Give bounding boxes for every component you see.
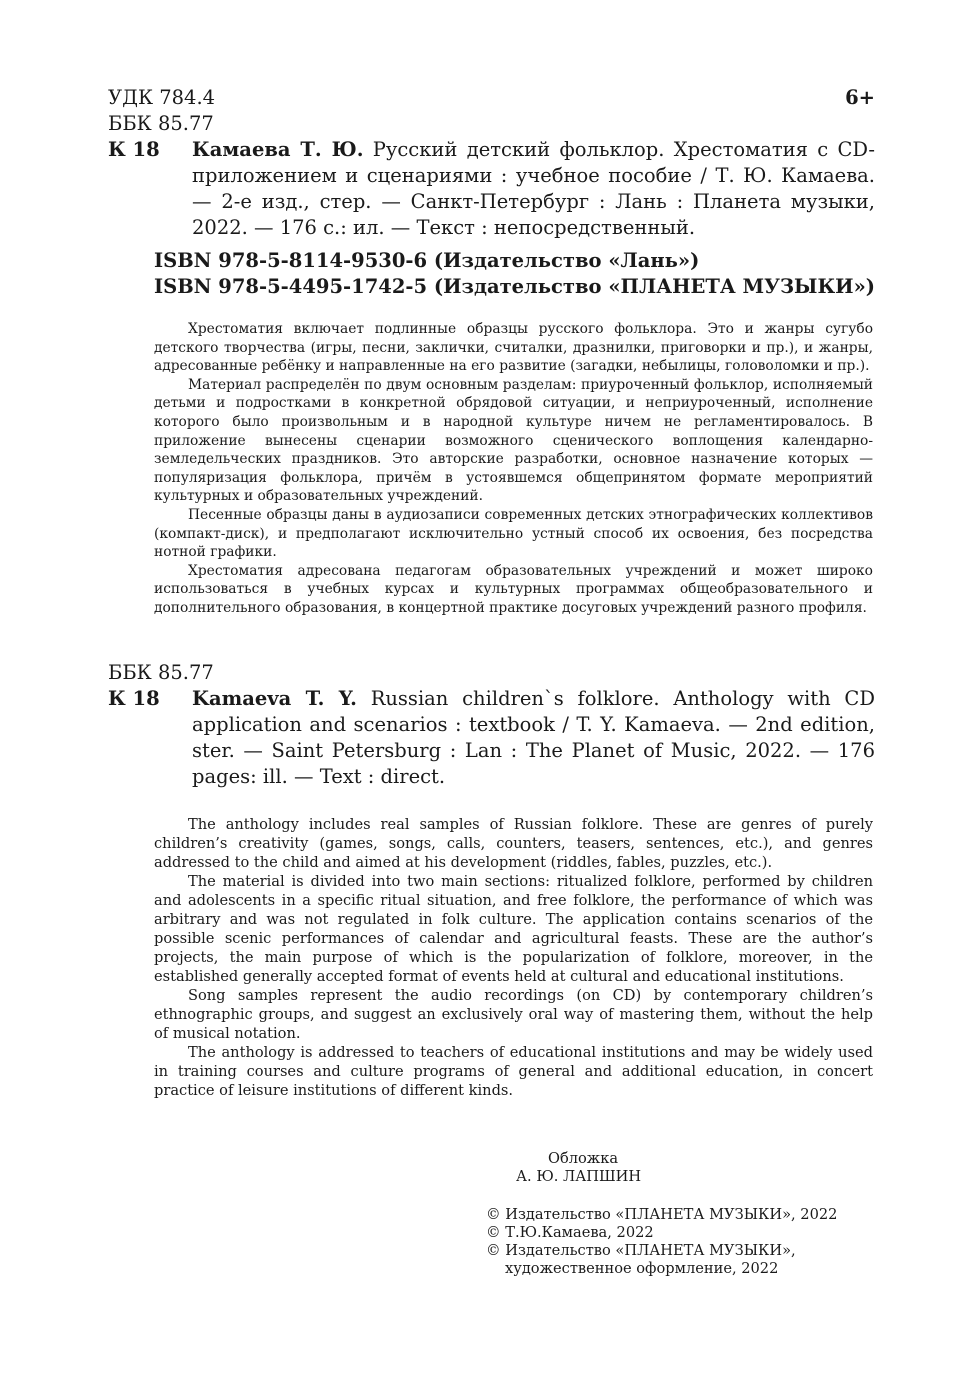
age-rating: 6+ [845, 86, 875, 109]
copyright-publisher: © Издательство «ПЛАНЕТА МУЗЫКИ», 2022 [486, 1206, 838, 1223]
ru-abstract-paragraph: Хрестоматия включает подлинные образцы русского фольклора. Это и жанры сугубо детского творчества (игры, песни, заклички, считалки, дразнилки, приговорки и пр.), и жанры, адресованные ребёнку и направленные на его развитие (загадки, небылицы, головоломки и пр.). [154, 321, 873, 375]
ru-author: Камаева Т. Ю. [192, 138, 364, 161]
cover-artist: А. Ю. ЛАПШИН [516, 1168, 642, 1185]
ru-abstract [154, 320, 873, 618]
en-abstract-paragraph: The anthology is addressed to teachers of educational institutions and may be widely used in training courses and culture programs of general and additional education, in concert practice of leisure institutions of different kinds. [154, 1044, 873, 1099]
en-abstract [154, 815, 873, 1100]
ru-abstract-paragraph: Материал распределён по двум основным разделам: приуроченный фольклор, исполняемый детьми и подростками в конкретной обрядовой ситуации, и неприуроченный, исполнение которого было произвольным и в народной культуре ничем не регламентировалось. В приложение вынесены сценарии возможного сценического воплощения календарно-земледельческих праздников. Это авторские разработки, основное назначение которых — популяризация фольклора, причём в устоявшемся общепринятом формате мероприятий культурных и образовательных учреждений. [154, 376, 873, 505]
en-citation: Russian children`s folklore. Anthology with CD application and scenarios : textbook / T. Y. Kamaeva. — 2nd edition, ster. — Saint Petersburg : Lan : The Planet of Music, 2022. — 176 pages: ill. — Text : direct. [192, 687, 875, 788]
en-author-mark: К 18 [108, 687, 160, 710]
en-author: Kamaeva T. Y. [192, 687, 357, 710]
en-bibliographic-entry [108, 686, 875, 790]
isbn-lan: ISBN 978-5-8114-9530-6 (Издательство «Лань») [154, 249, 700, 272]
cover-label: Обложка [548, 1150, 619, 1167]
ru-abstract-paragraph: Песенные образцы даны в аудиозаписи современных детских этнографических коллективов (компакт-диск), и предполагают исключительно устный способ их освоения, без посредства нотной графики. [154, 506, 873, 561]
en-abstract-paragraph: The material is divided into two main sections: ritualized folklore, performed by children and adolescents in a specific ritual situation, and free folklore, the performance of which was arbitrary and was not regulated in folk culture. The application contains scenarios of the possible scenic performances of calendar and agricultural feasts. These are the author’s projects, the main purpose of which is the popularization of folklore, moreover, in the established generally accepted format of events held at cultural and educational institutions. [154, 873, 873, 985]
udk-code: УДК 784.4 [108, 86, 216, 109]
ru-citation: Русский детский фольклор. Хрестоматия с CD-приложением и сценариями : учебное пособие / Т. Ю. Камаева. — 2-е изд., стер. — Санкт-Петербург : Лань : Планета музыки, 2022. — 176 с.: ил. — Текст : непосредственный. [192, 138, 875, 239]
copyright-author: © Т.Ю.Камаева, 2022 [486, 1224, 654, 1241]
bbk-code: ББК 85.77 [108, 112, 214, 135]
en-bbk-code: ББК 85.77 [108, 661, 214, 684]
isbn-planet: ISBN 978-5-4495-1742-5 (Издательство «ПЛАНЕТА МУЗЫКИ») [154, 275, 876, 298]
ru-author-mark: К 18 [108, 138, 160, 161]
ru-abstract-paragraph: Хрестоматия адресована педагогам образовательных учреждений и может широко использоваться в учебных курсах и культурных программах общеобразовательного и дополнительного образования, в концертной практике досуговых учреждений разного профиля. [154, 562, 873, 616]
ru-citation-block [192, 137, 875, 241]
en-abstract-paragraph: The anthology includes real samples of Russian folklore. These are genres of purely children’s creativity (games, songs, calls, counters, teasers, sentences, etc.), and genres addressed to the child and aimed at his development (riddles, fables, puzzles, etc.). [154, 816, 873, 871]
copyright-design-note: художественное оформление, 2022 [505, 1260, 779, 1277]
en-citation-block [192, 686, 875, 790]
en-abstract-paragraph: Song samples represent the audio recordings (on CD) by contemporary children’s ethnographic groups, and suggest an exclusively oral way of mastering them, without the help of musical notation. [154, 987, 873, 1042]
ru-bibliographic-entry [108, 137, 875, 241]
copyright-design: © Издательство «ПЛАНЕТА МУЗЫКИ», [486, 1242, 796, 1259]
